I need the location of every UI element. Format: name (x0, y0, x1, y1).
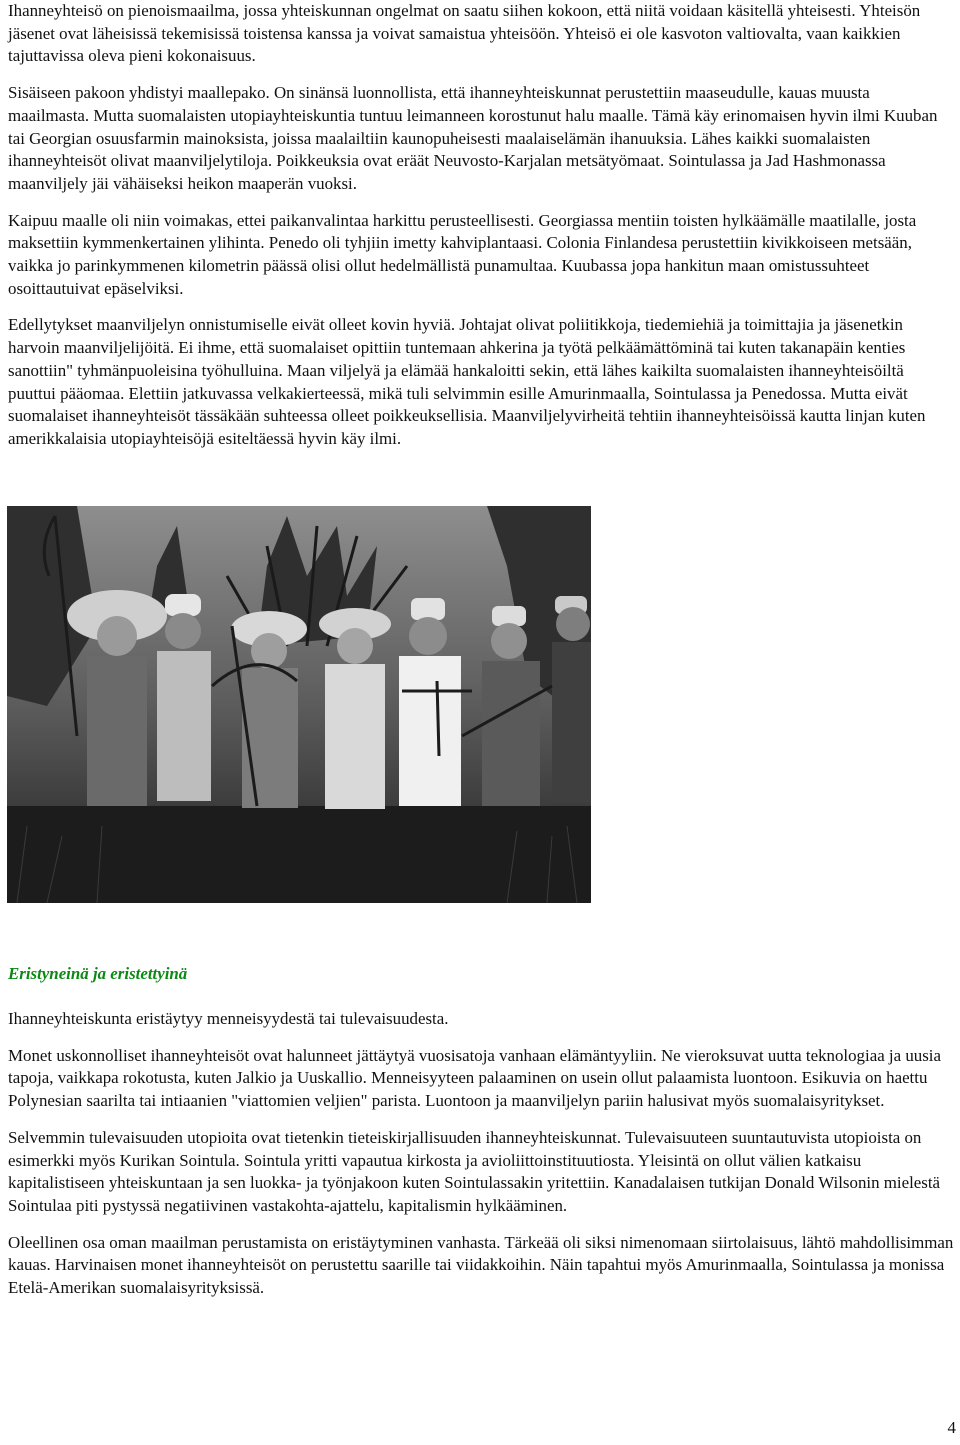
page-number: 4 (947, 1418, 956, 1437)
group-photo-graphic (7, 506, 591, 903)
upper-text-block (8, 0, 954, 451)
paragraph-kaipuu: Kaipuu maalle oli niin voimakas, ettei paikanvalintaa harkittu perusteellisesti. Georgiassa mentiin toisten hylkäämälle maatilalle, josta maksettiin kymmenkertainen ylihinta. Penedo oli tyhjiin imetty kahviplantaasi. Colonia Finlandesa perustettiin kivikkoiseen metsään, vaikka jo parinkymmenen kilometrin päässä olisi ollut hedelmällistä punamultaa. Kuubassa jopa hankitun maan omistussuhteet osoittautuivat epäselviksi. (8, 210, 917, 298)
paragraph-maallepako: Sisäiseen pakoon yhdistyi maallepako. On sinänsä luonnollista, että ihanneyhteiskunnat perustettiin maaseudulle, kauas muusta maailmasta. Mutta suomalaisten utopiayhteiskuntia tuntuu leimanneen korostunut halu maalle. Tämä käy erinomaisen hyvin ilmi Kuuban tai Georgian osuusfarmin mainoksista, joissa maalailtiin kaunopuheisesti maalaiselämän ihanuuksia. Lähes kaikki suomalaisten ihanneyhteisöt olivat maanviljelytiloja. Poikkeuksia ovat eräät Neuvosto-Karjalan metsätyömaat. Sointulassa ja Jad Hashmonassa maanviljely jäi vähäiseksi heikon maaperän vuoksi. (8, 83, 938, 193)
paragraph-uskonnolliset: Monet uskonnolliset ihanneyhteisöt ovat halunneet jättäytyä vuosisatoja vanhaan elämäntyyliin. Ne vieroksuvat uutta teknologiaa ja uusia tapoja, vaikkapa rokotusta, kuten Jalkio ja Uuskallio. Menneisyyteen palaaminen on usein ollut palaamista luontoon. Esikuvia on haettu Polynesian saarilta tai intiaanien "viattomien veljien" parista. Luontoon ja maanviljelyn pariin halusivat myös suomalaisyritykset. (8, 1045, 941, 1111)
paragraph-edellytykset: Edellytykset maanviljelyn onnistumiselle eivät olleet kovin hyviä. Johtajat olivat poliitikkoja, tiedemiehiä ja toimittajia ja jäsenetkin harvoin maanviljelijöitä. Ei ihme, että suomalaiset opittiin tuntemaan ahkerina ja työtä pelkäämättöminä tai kuten takanapäin kenties sanottiin" tyhmänpuoleisina työhulluina. Maan viljelyä ja elämää hankaloitti sekin, että lähes kaikilta suomalaisten ihanneyhteisöiltä puuttui pääomaa. Elettiin jatkuvassa velkakierteessä, mikä tuli selvimmin esille Amurinmaalla, Sointulassa ja Penedossa. Mutta eivät suomalaiset ihanneyhteisöt tässäkään suhteessa olleet poikkeuksellisia. Maanviljelyvirheitä tehtiin ihanneyhteisöissä kautta linjan kuten amerikkalaisia utopiayhteisöjä esiteltäessä hyvin käy ilmi. (8, 315, 926, 448)
paragraph-tulevaisuus: Selvemmin tulevaisuuden utopioita ovat tietenkin tieteiskirjallisuuden ihanneyhteiskunnat. Tulevaisuuteen suuntautuvista utopioista on esimerkki myös Kurikan Sointula. Sointula yritti vapautua kirkosta ja avioliittoinstituutiosta. Yleisintä on ollut välien katkaisu kapitalistiseen yhteiskuntaan ja sen luokka- ja työnjakoon kuten Sointulassakin yritettiin. Kanadalaisen tutkijan Donald Wilsonin mielestä Sointulaa piti pystyssä negatiivinen vastakohta-ajattelu, kapitalismin hylkääminen. (8, 1127, 941, 1215)
paragraph-eristaytyy: Ihanneyhteiskunta eristäytyy menneisyydestä tai tulevaisuudesta. (8, 1009, 449, 1028)
section-heading: Eristyneinä ja eristettyinä (8, 964, 188, 983)
paragraph-intro: Ihanneyhteisö on pienoismaailma, jossa yhteiskunnan ongelmat on saatu siihen kokoon, että niitä voidaan käsitellä yhteisesti. Yhteisön jäsenet ovat läheisissä tekemisissä toistensa kanssa ja voivat samaistua yhteisöön. Yhteisö ei ole kasvoton valtiovalta, vaan kaikkien tajuttavissa oleva pieni kokonaisuus. (8, 1, 921, 66)
paragraph-eristaytyminen: Oleellinen osa oman maailman perustamista on eristäytyminen vanhasta. Tärkeää oli siksi nimenomaan siirtolaisuus, lähtö mahdollisimman kauas. Harvinaisen monet ihanneyhteisöt on perustettu saarille tai viidakkoihin. Näin tapahtui myös Amurinmaalla, Sointulassa ja monissa Etelä-Amerikan suomalaisyrityksissä. (8, 1232, 954, 1298)
lower-text-block (8, 1008, 954, 1300)
group-photo (7, 506, 591, 903)
